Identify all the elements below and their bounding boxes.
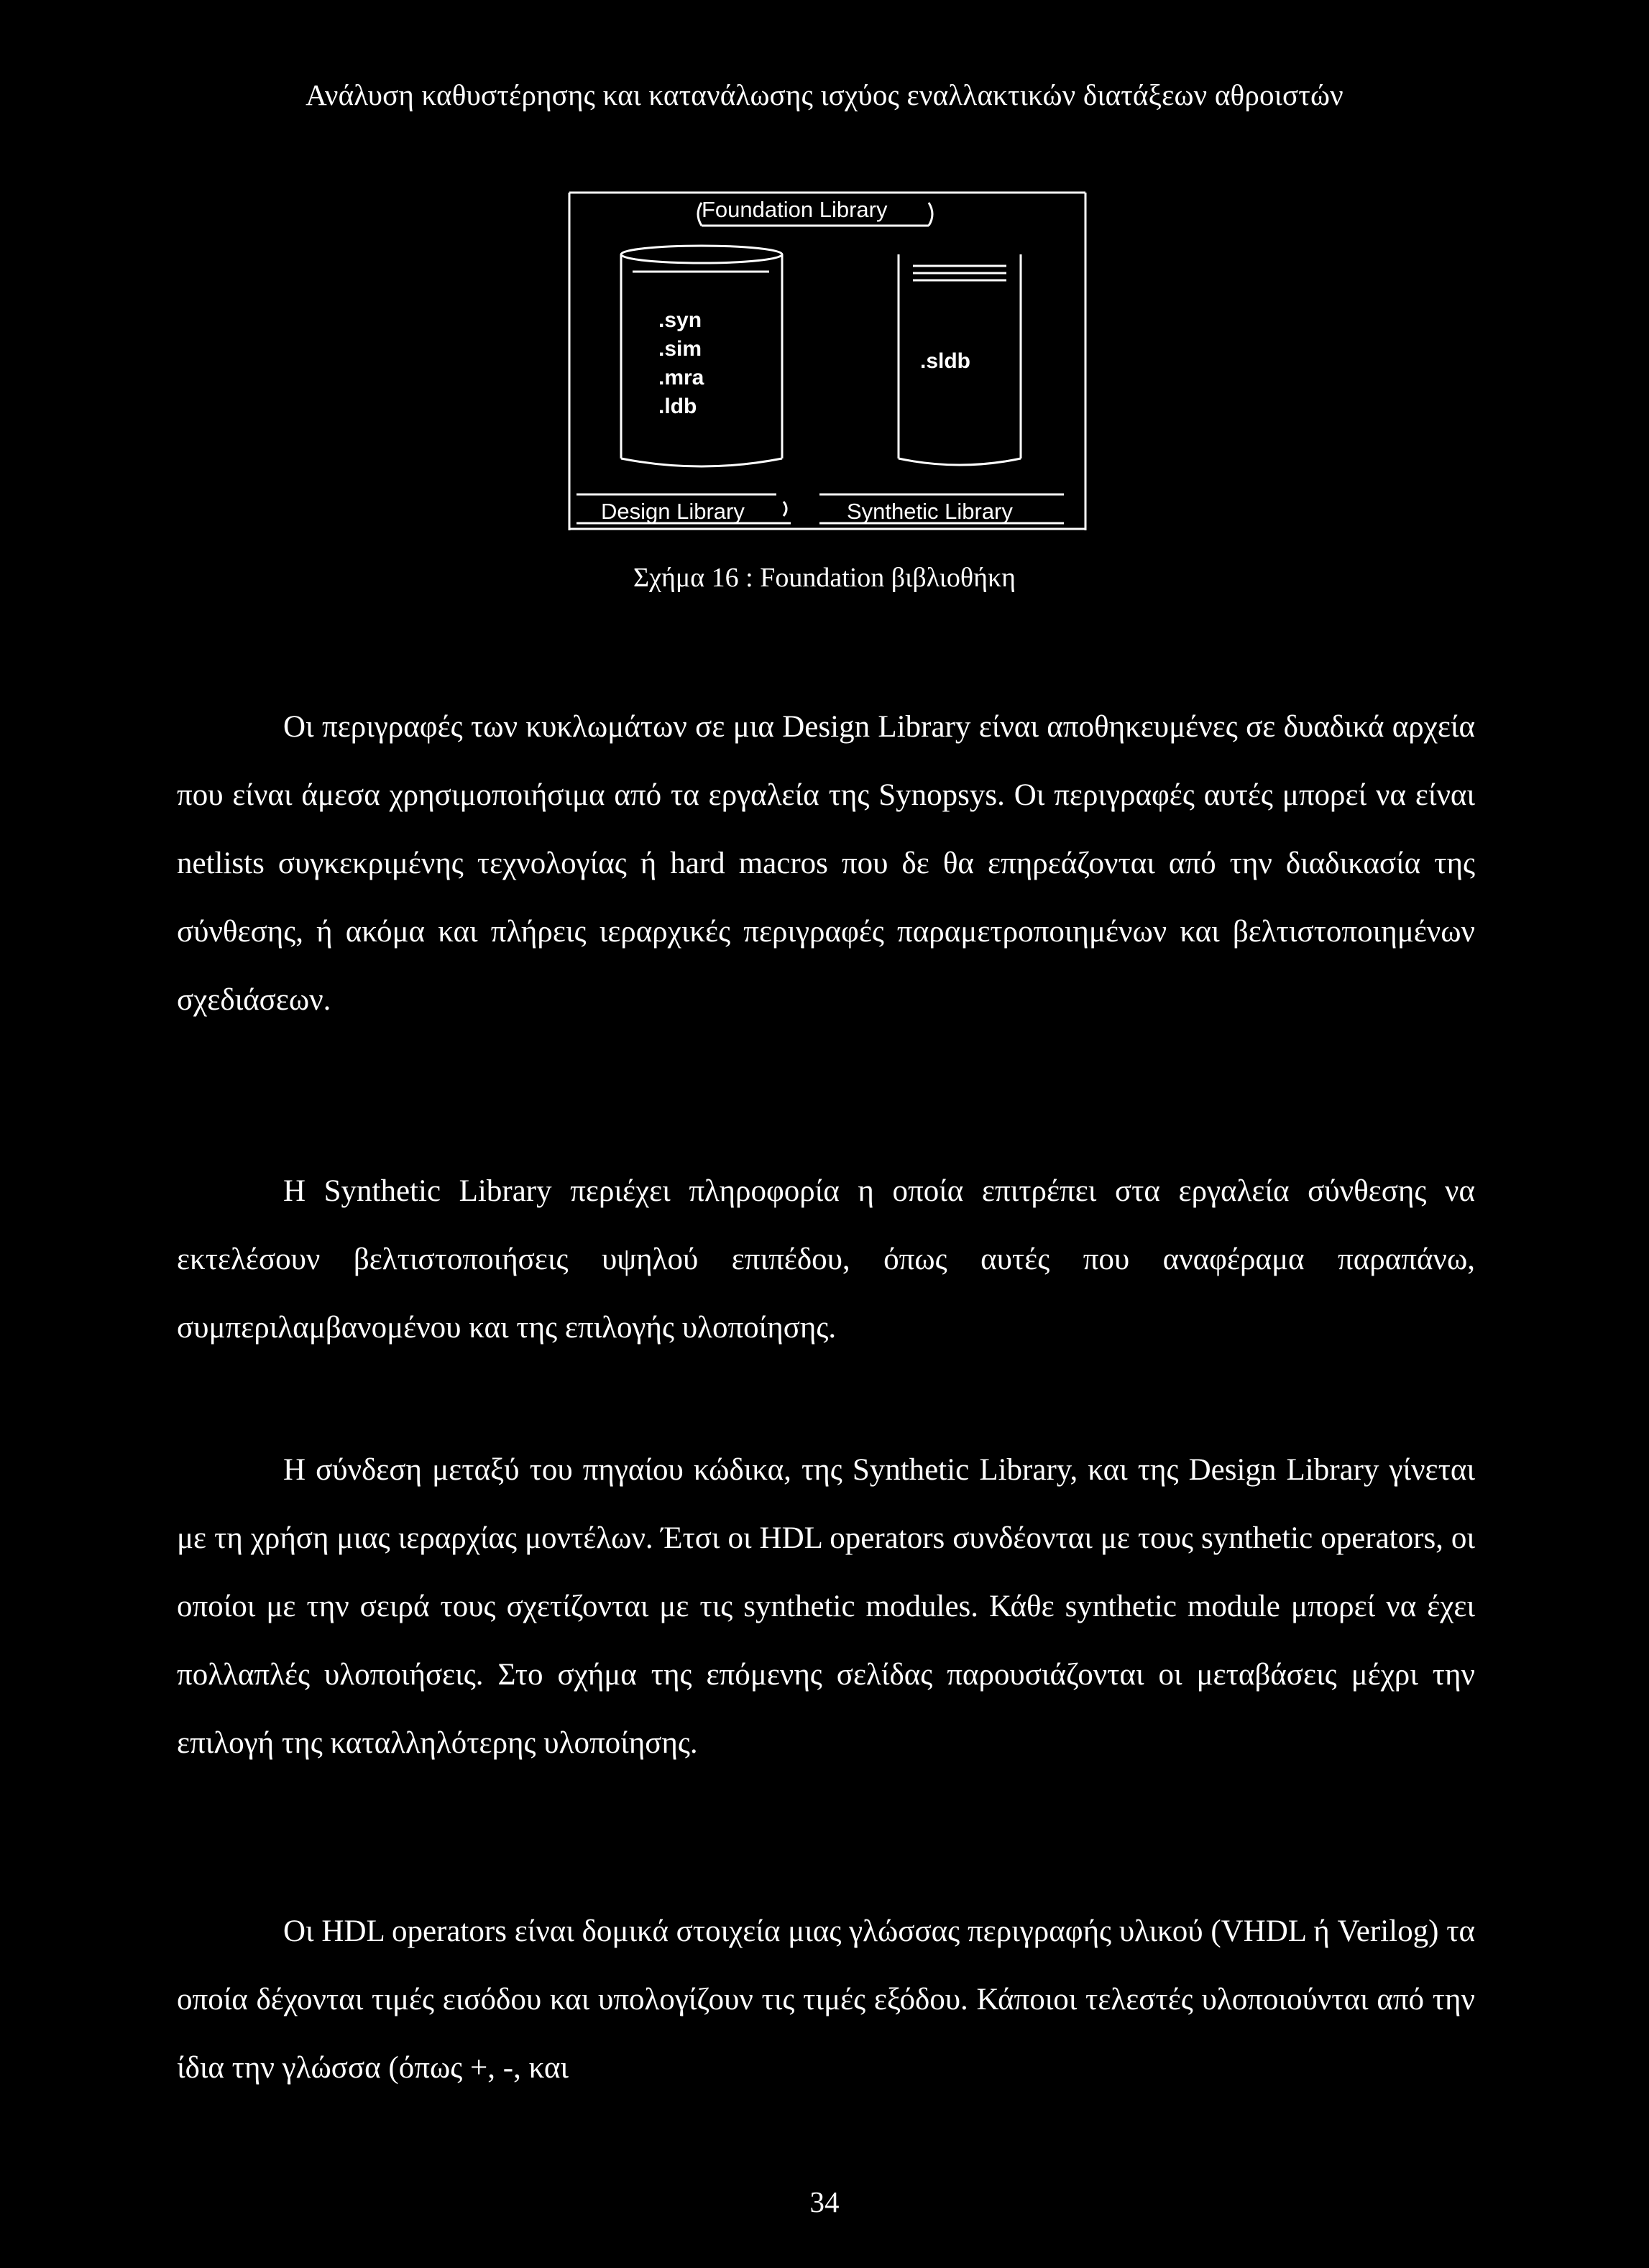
left-cylinder-text [658, 306, 704, 421]
ext-ldb: .ldb [658, 395, 697, 418]
paragraph-4 [177, 1897, 1475, 2102]
left-cylinder-bottom [621, 458, 782, 466]
paragraph-4-text: Οι HDL operators είναι δομικά στοιχεία μιας γλώσσας περιγραφής υλικού (VHDL ή Verilog) τα οποία δέχονται τιμές εισόδου και υπολογίζουν τις τιμές εξόδου. Κάποιοι τελεστές υλοποιούνται από την ίδια την γλώσσα (όπως +, -, και [177, 1914, 1475, 2085]
right-cylinder-text: .sldb [920, 349, 971, 373]
paragraph-3-text: Η σύνδεση μεταξύ του πηγαίου κώδικα, της Synthetic Library, και της Design Library γίνεται με τη χρήση μιας ιεραρχίας μοντέλων. Έτσι οι HDL operators συνδέονται με τους synthetic operators, οι οποίοι με την σειρά τους σχετίζονται με τις synthetic modules. Κάθε synthetic module μπορεί να έχει πολλαπλές υλοποιήσεις. Στο σχήμα της επόμενης σελίδας παρουσιάζονται οι μεταβάσεις μέχρι την επιλογή της καταλληλότερης υλοποίησης. [177, 1453, 1475, 1760]
paragraph-2 [177, 1157, 1475, 1362]
paragraph-1-text: Οι περιγραφές των κυκλωμάτων σε μια Design Library είναι αποθηκευμένες σε δυαδικά αρχεία που είναι άμεσα χρησιμοποιήσιμα από τα εργαλεία της Synopsys. Οι περιγραφές αυτές μπορεί να είναι netlists συγκεκριμένης τεχνολογίας ή hard macros που δε θα επηρεάζονται από την διαδικασία της σύνθεσης, ή ακόμα και πλήρεις ιεραρχικές περιγραφές παραμετροποιημένων και βελτιστοποιημένων σχεδιάσεων. [177, 710, 1475, 1017]
page-number: 34 [809, 2185, 840, 2218]
foundation-library-diagram [561, 185, 1093, 545]
left-caption-paren [784, 502, 786, 516]
top-label-right-paren [929, 203, 932, 226]
ext-mra: .mra [658, 366, 704, 389]
synthetic-library-label: Synthetic Library [847, 499, 1013, 524]
figure-caption: Σχήμα 16 : Foundation βιβλιοθήκη [633, 563, 1016, 593]
design-library-label: Design Library [601, 499, 745, 524]
foundation-library-figure [561, 185, 1093, 545]
right-cylinder-bottom [899, 458, 1021, 465]
left-cylinder-top [621, 246, 782, 263]
ext-sim: .sim [658, 337, 702, 361]
ext-syn: .syn [658, 308, 702, 332]
paragraph-3 [177, 1436, 1475, 1777]
paragraph-2-text: Η Synthetic Library περιέχει πληροφορία η οποία επιτρέπει στα εργαλεία σύνθεσης να εκτελέσουν βελτιστοποιήσεις υψηλού επιπέδου, όπως αυτές που αναφέραμα παραπάνω, συμπεριλαμβανομένου και της επιλογής υλοποίησης. [177, 1174, 1475, 1345]
running-header: Ανάλυση καθυστέρησης και κατανάλωσης ισχύος εναλλακτικών διατάξεων αθροιστών [306, 78, 1343, 111]
paragraph-1 [177, 693, 1475, 1034]
foundation-library-label: Foundation Library [702, 197, 888, 222]
